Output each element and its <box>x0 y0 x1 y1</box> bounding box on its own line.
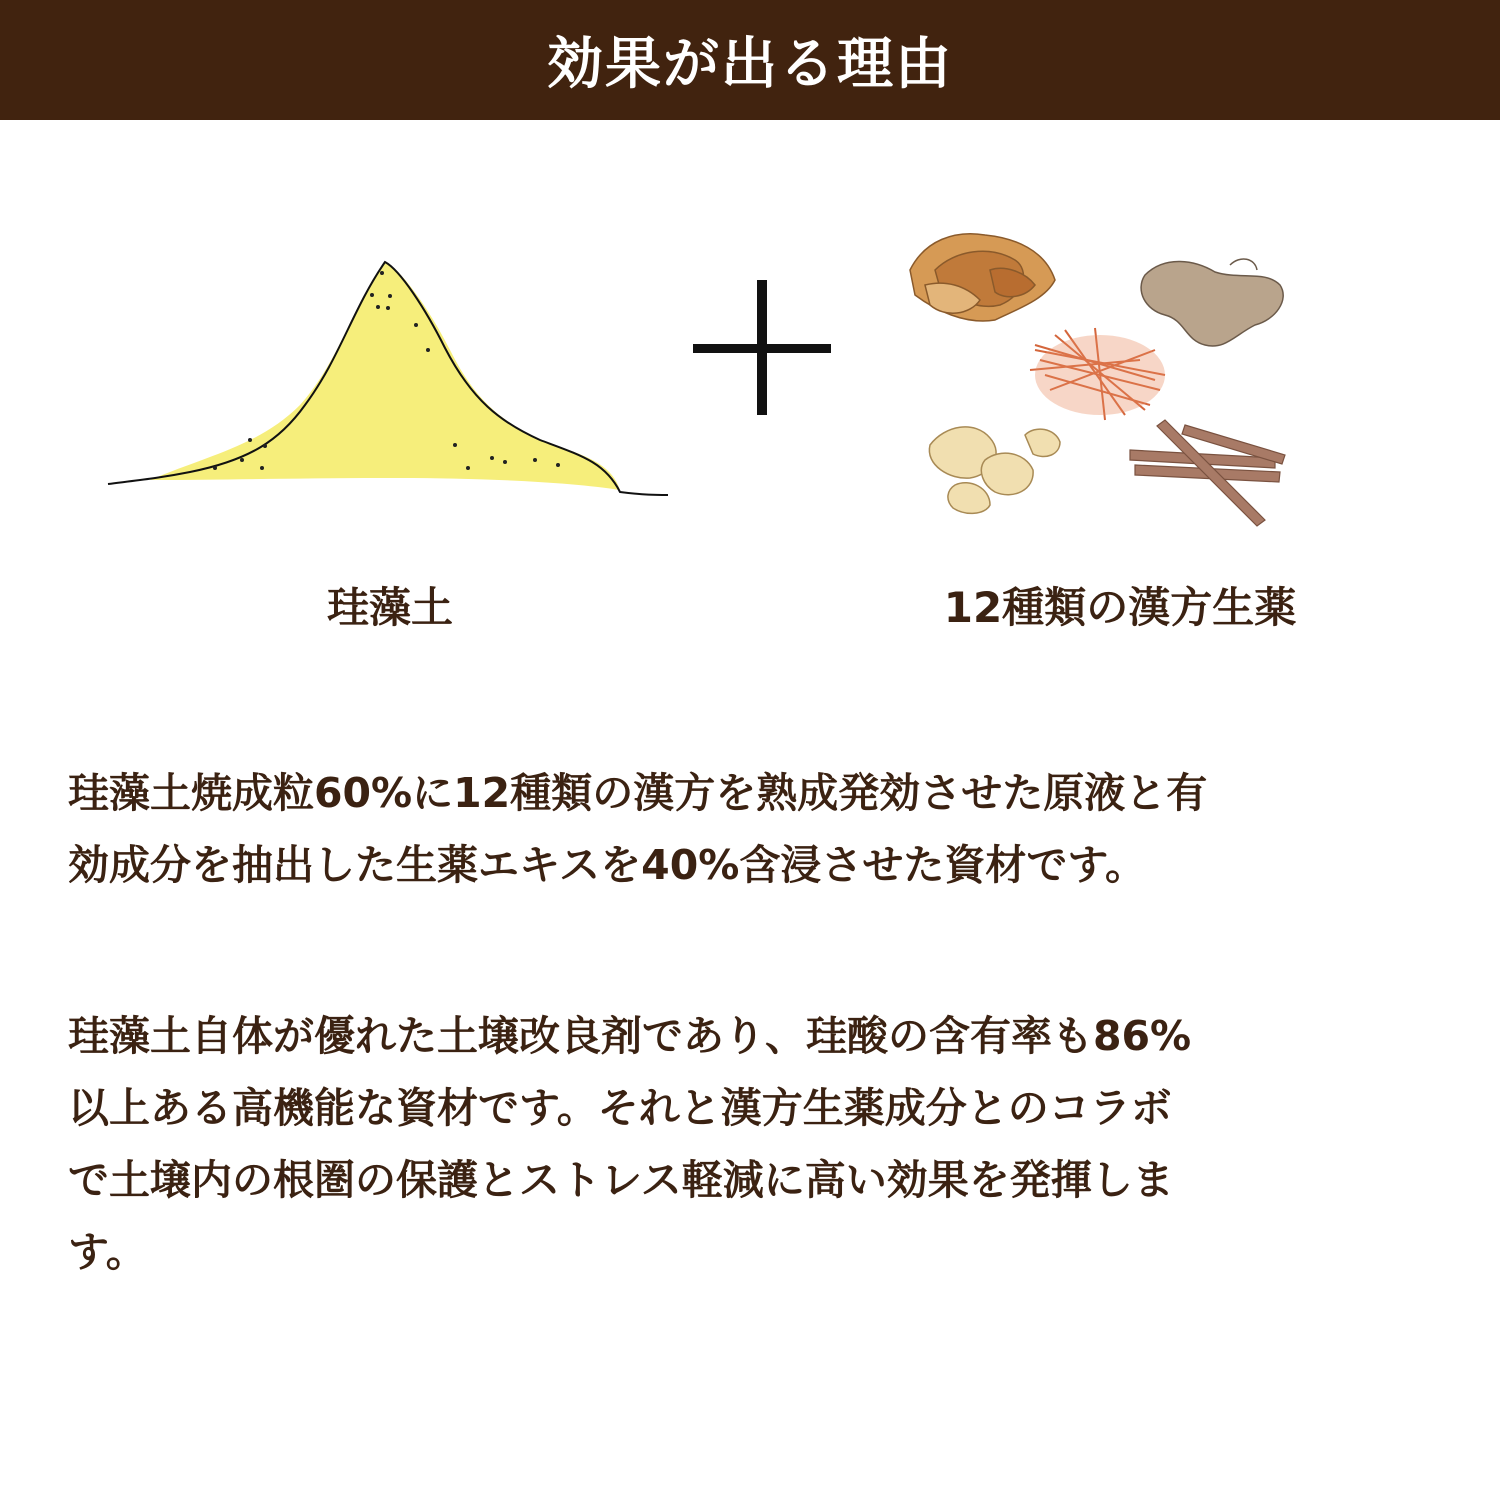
herbal-ingredients-illustration <box>895 210 1315 540</box>
herbal-medicines-label: 12種類の漢方生薬 <box>943 583 1297 632</box>
page-title: 効果が出る理由 <box>547 32 953 97</box>
header-banner <box>0 0 1500 120</box>
paragraph-line: す。 <box>68 1228 147 1276</box>
diatomaceous-earth-label: 珪藻土 <box>326 583 453 632</box>
yellow-powder-mound-icon <box>100 240 680 520</box>
paragraph-line: 珪藻土焼成粒60%に12種類の漢方を熟成発効させた原液と有 <box>68 769 1208 817</box>
paragraph-line: 珪藻土自体が優れた土壌改良剤であり、珪酸の含有率も86% <box>68 1012 1192 1060</box>
paragraph-line: 以上ある高機能な資材です。それと漢方生薬成分とのコラボ <box>68 1084 1172 1132</box>
paragraph-line: で土壌内の根圏の保護とストレス軽減に高い効果を発揮しま <box>68 1156 1174 1204</box>
plus-icon <box>690 275 835 420</box>
paragraph-line: 効成分を抽出した生薬エキスを40%含浸させた資材です。 <box>68 841 1147 889</box>
description-paragraph-1 <box>68 757 1438 901</box>
description-paragraph-2 <box>68 1000 1438 1288</box>
